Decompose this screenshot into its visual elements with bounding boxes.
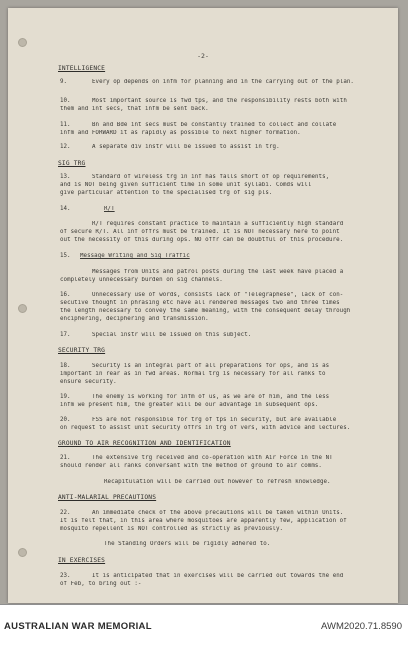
heading-security-trg: SECURITY TRG [58,347,106,354]
paragraph-number: 17. [60,332,71,338]
paragraph-number: 12. [60,144,71,150]
heading-ground-to-air: GROUND TO AIR RECOGNITION AND IDENTIFICATION [58,440,231,447]
paragraph-line: Every op depends on infm for planning and in the carrying out of the plan. [92,79,354,85]
paragraph-line: out the necessity of this during ops. NO offr can be doubtful of this procedure. [60,237,344,243]
paragraph-number: 19. [60,394,71,400]
paragraph-line: Standard of wireless trg in inf has falls short of op requirements, [92,174,330,180]
heading-sig-trg: SIG TRG [58,160,86,167]
paragraph-line: on request to assist unit security offrs in trg of vers, with advice and lectures. [60,425,351,431]
paragraph-line: It is anticipated that in exercises will be carried out towards the end [92,573,344,579]
paragraph-number: 21. [60,455,71,461]
paragraph-line: should render all ranks conversant with the method of ground to air comms. [60,463,322,469]
paragraph-line: secutive thought in phrasing etc have all rendered messages two and three times [60,300,340,306]
paragraph-number: 13. [60,174,71,180]
paragraph-number: 20. [60,417,71,423]
paragraph-number: 10. [60,98,71,104]
punch-hole [18,548,27,557]
paragraph-line: R/T requires constant practice to maintain a sufficiently high standard [92,221,344,227]
paragraph-line: A separate div instr will be issued to assist in trg. [92,144,280,150]
paragraph-line: FSS are not responsible for trg of tps in security, but are available [92,417,337,423]
heading-in-exercises: IN EXERCISES [58,557,106,564]
paragraph-number: 16. [60,292,71,298]
paragraph-line: Security is an integral part of all preparations for ops, and is as [92,363,330,369]
archive-reference: AWM2020.71.8590 [321,621,402,632]
paragraph-line: important in rear as in fwd areas. Normal trg is necessary for all ranks to [60,371,326,377]
paragraph-line: and is NOT being given sufficient time in some unit syllabi. Comds will [60,182,312,188]
subheading-rt: R/T [104,206,115,212]
paragraph-line: The enemy is working for infm of us, as we are of him, and the less [92,394,330,400]
paragraph-line: mosquito repellent is NOT controlled as strictly as previously. [60,526,284,532]
paragraph-line: ensure security. [60,379,117,385]
paragraph-number: 14. [60,206,71,212]
heading-anti-malarial: ANTI-MALARIAL PRECAUTIONS [58,494,157,501]
paragraph-line: Recapitulation will be carried out however to refresh knowledge. [104,479,331,485]
paragraph-line: Most important source is fwd tps, and the responsibility rests both with [92,98,347,104]
punch-hole [18,38,27,47]
page-number: -2- [197,52,209,60]
paragraph-line: enciphering, deciphering and transmission. [60,316,209,322]
subheading-message-writing: Message Writing and Sig Traffic [80,253,190,259]
heading-intelligence: INTELLIGENCE [58,65,106,72]
paragraph-number: 15. [60,253,71,259]
paragraph-line: It is felt that, in this area where mosquitoes are apparently few, application of [60,518,347,524]
paragraph-line: An immediate check of the above precautions will be taken within Units. [92,510,344,516]
paragraph-number: 11. [60,122,71,128]
paragraph-line: completely unnecessary burden on sig channels. [60,277,223,283]
paragraph-line: Messages from Units and patrol posts during the last week have placed a [92,269,344,275]
paragraph-line: The Standing Orders will be rigidly adhered to. [104,541,271,547]
paragraph-line: Unnecessary use of words, consists lack of "Telegraphese", lack of con- [92,292,344,298]
document-page [8,8,398,603]
paragraph-number: 23. [60,573,71,579]
paragraph-line: infm we present him, the greater will be our advantage in subsequent ops. [60,402,319,408]
paragraph-line: infm and FORWARD it as rapidly as possible to next higher formation. [60,130,301,136]
paragraph-line: of secure R/T. All inf offrs must be trained. It is NOT necessary here to point [60,229,340,235]
punch-hole [18,304,27,313]
paragraph-number: 22. [60,510,71,516]
paragraph-number: 9. [60,79,67,85]
paragraph-line: of Feb, to bring out :- [60,581,142,587]
paragraph-line: The extensive trg received and co-operation with Air Force in the NT [92,455,333,461]
paragraph-line: Bn and Bde int secs must be constantly trained to collect and collate [92,122,337,128]
paragraph-line: Special instr will be issued on this subject. [92,332,252,338]
archive-footer [0,604,408,654]
paragraph-line: give particular attention to the specialised trg of sig pls. [60,190,273,196]
paragraph-line: them and int secs, that infm be sent back. [60,106,209,112]
archive-name: AUSTRALIAN WAR MEMORIAL [4,621,152,632]
paragraph-number: 18. [60,363,71,369]
paragraph-line: the length necessary to convey the same meaning, with the consequent delay through [60,308,351,314]
